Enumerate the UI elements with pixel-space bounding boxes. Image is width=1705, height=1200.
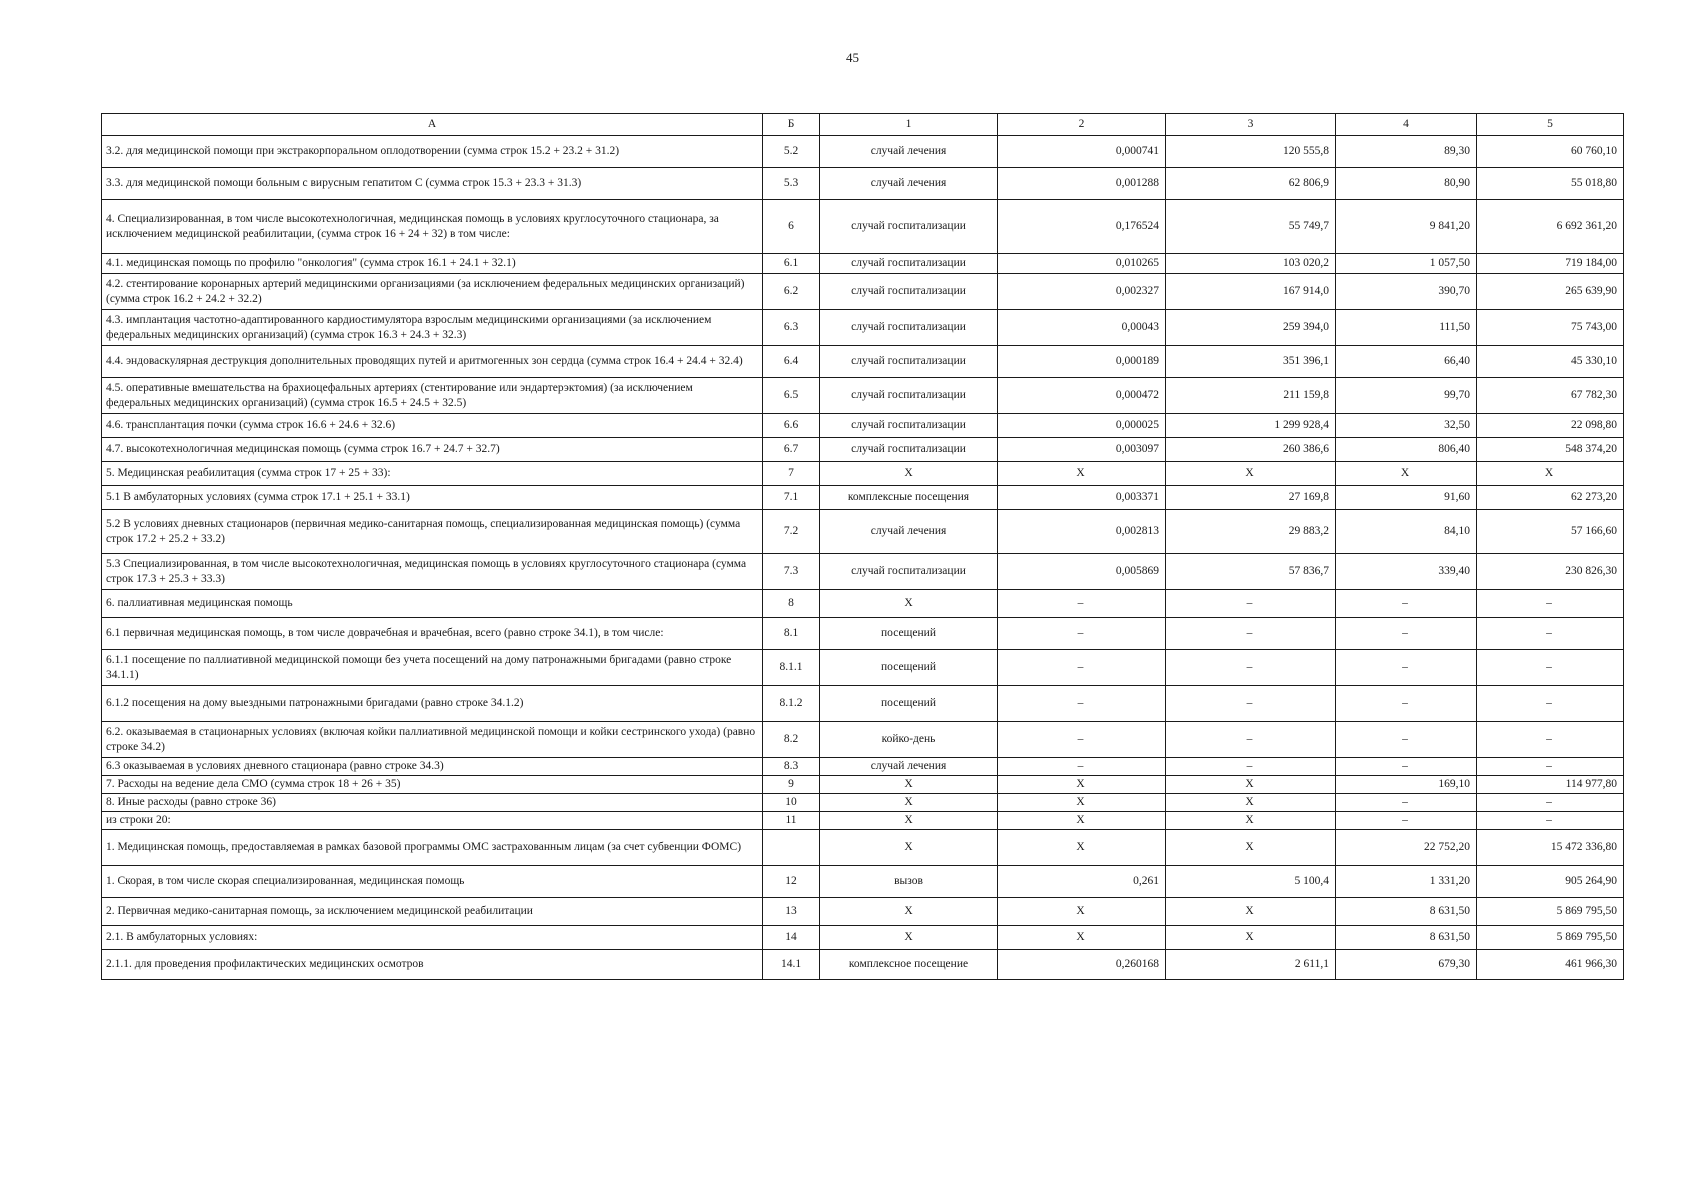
cell-unit: Х xyxy=(820,590,998,618)
cell-row-code: 14 xyxy=(763,926,820,950)
cell-cost: 211 159,8 xyxy=(1166,378,1336,414)
cell-name: 2. Первичная медико-санитарная помощь, за исключением медицинской реабилитации xyxy=(102,898,763,926)
cell-cost: 260 386,6 xyxy=(1166,438,1336,462)
cell-norm: – xyxy=(998,618,1166,650)
cell-name: 4.6. трансплантация почки (сумма строк 16.6 + 24.6 + 32.6) xyxy=(102,414,763,438)
cell-row-code: 7.2 xyxy=(763,510,820,554)
cell-cost: 2 611,1 xyxy=(1166,950,1336,980)
table-row xyxy=(102,274,1624,310)
cell-unit: Х xyxy=(820,812,998,830)
cell-cost: – xyxy=(1166,722,1336,758)
cell-cost: 5 100,4 xyxy=(1166,866,1336,898)
cell-cost: 55 749,7 xyxy=(1166,200,1336,254)
cell-norm: – xyxy=(998,686,1166,722)
cell-cost: 1 299 928,4 xyxy=(1166,414,1336,438)
cell-unit: случай лечения xyxy=(820,136,998,168)
cell-unit: случай госпитализации xyxy=(820,254,998,274)
cell-row-code: 12 xyxy=(763,866,820,898)
cell-per-capita: 89,30 xyxy=(1336,136,1477,168)
cell-total: 22 098,80 xyxy=(1477,414,1624,438)
cell-row-code: 6.1 xyxy=(763,254,820,274)
cell-cost: 62 806,9 xyxy=(1166,168,1336,200)
cell-total: 55 018,80 xyxy=(1477,168,1624,200)
cell-total: 57 166,60 xyxy=(1477,510,1624,554)
cell-name: 1. Скорая, в том числе скорая специализированная, медицинская помощь xyxy=(102,866,763,898)
cell-cost: 57 836,7 xyxy=(1166,554,1336,590)
cell-cost: Х xyxy=(1166,926,1336,950)
cell-unit: случай госпитализации xyxy=(820,346,998,378)
table-row xyxy=(102,414,1624,438)
cell-per-capita: 111,50 xyxy=(1336,310,1477,346)
cell-per-capita: 339,40 xyxy=(1336,554,1477,590)
cell-row-code: 8.1.1 xyxy=(763,650,820,686)
header-col-5: 5 xyxy=(1477,114,1624,136)
cell-unit: Х xyxy=(820,776,998,794)
cell-unit: случай лечения xyxy=(820,758,998,776)
cell-name: 5.3 Специализированная, в том числе высокотехнологичная, медицинская помощь в условиях круглосуточного стационара (сумма строк 17.3 + 25.3 + 33.3) xyxy=(102,554,763,590)
cell-name: 7. Расходы на ведение дела СМО (сумма строк 18 + 26 + 35) xyxy=(102,776,763,794)
cell-norm: Х xyxy=(998,812,1166,830)
table-row xyxy=(102,686,1624,722)
cell-unit: комплексные посещения xyxy=(820,486,998,510)
cell-row-code: 7.3 xyxy=(763,554,820,590)
cell-row-code: 10 xyxy=(763,794,820,812)
cell-norm: 0,000189 xyxy=(998,346,1166,378)
cell-unit: Х xyxy=(820,926,998,950)
tariff-table xyxy=(101,113,1624,980)
table-row xyxy=(102,794,1624,812)
cell-name: 6.1.1 посещение по паллиативной медицинской помощи без учета посещений на дому патронажными бригадами (равно строке 34.1.1) xyxy=(102,650,763,686)
table-row xyxy=(102,378,1624,414)
table-row xyxy=(102,200,1624,254)
cell-row-code: 13 xyxy=(763,898,820,926)
table-row xyxy=(102,510,1624,554)
cell-per-capita: – xyxy=(1336,590,1477,618)
cell-unit: случай лечения xyxy=(820,510,998,554)
cell-norm: Х xyxy=(998,898,1166,926)
cell-norm: 0,010265 xyxy=(998,254,1166,274)
cell-name: 6. паллиативная медицинская помощь xyxy=(102,590,763,618)
cell-row-code: 5.2 xyxy=(763,136,820,168)
cell-row-code: 5.3 xyxy=(763,168,820,200)
cell-per-capita: 1 331,20 xyxy=(1336,866,1477,898)
cell-per-capita: Х xyxy=(1336,462,1477,486)
cell-row-code: 6.5 xyxy=(763,378,820,414)
table-row xyxy=(102,310,1624,346)
cell-total: – xyxy=(1477,794,1624,812)
cell-per-capita: 1 057,50 xyxy=(1336,254,1477,274)
cell-total: 719 184,00 xyxy=(1477,254,1624,274)
cell-total: 548 374,20 xyxy=(1477,438,1624,462)
header-col-4: 4 xyxy=(1336,114,1477,136)
cell-per-capita: – xyxy=(1336,722,1477,758)
cell-norm: 0,261 xyxy=(998,866,1166,898)
cell-norm: 0,260168 xyxy=(998,950,1166,980)
cell-row-code: 8.3 xyxy=(763,758,820,776)
cell-norm: 0,002327 xyxy=(998,274,1166,310)
cell-per-capita: – xyxy=(1336,618,1477,650)
table-row xyxy=(102,136,1624,168)
table-row xyxy=(102,758,1624,776)
cell-row-code: 6 xyxy=(763,200,820,254)
cell-name: 2.1. В амбулаторных условиях: xyxy=(102,926,763,950)
cell-total: – xyxy=(1477,590,1624,618)
cell-per-capita: 32,50 xyxy=(1336,414,1477,438)
cell-unit: посещений xyxy=(820,650,998,686)
table-row xyxy=(102,554,1624,590)
cell-row-code: 9 xyxy=(763,776,820,794)
table-row xyxy=(102,950,1624,980)
cell-norm: 0,001288 xyxy=(998,168,1166,200)
cell-cost: Х xyxy=(1166,830,1336,866)
cell-total: Х xyxy=(1477,462,1624,486)
cell-cost: 103 020,2 xyxy=(1166,254,1336,274)
cell-name: из строки 20: xyxy=(102,812,763,830)
cell-row-code: 14.1 xyxy=(763,950,820,980)
cell-unit: посещений xyxy=(820,618,998,650)
cell-cost: Х xyxy=(1166,776,1336,794)
table-body xyxy=(102,136,1624,980)
cell-per-capita: 80,90 xyxy=(1336,168,1477,200)
cell-per-capita: – xyxy=(1336,686,1477,722)
cell-cost: 27 169,8 xyxy=(1166,486,1336,510)
cell-total: 230 826,30 xyxy=(1477,554,1624,590)
cell-name: 4.5. оперативные вмешательства на брахиоцефальных артериях (стентирование или эндартерэктомия) (за исключением федеральных медицинских организаций) (сумма строк 16.5 + 24.5 + 32.5) xyxy=(102,378,763,414)
header-row xyxy=(102,114,1624,136)
header-col-a: А xyxy=(102,114,763,136)
cell-norm: Х xyxy=(998,794,1166,812)
cell-per-capita: – xyxy=(1336,650,1477,686)
cell-unit: случай госпитализации xyxy=(820,554,998,590)
cell-unit: Х xyxy=(820,462,998,486)
cell-name: 4.4. эндоваскулярная деструкция дополнительных проводящих путей и аритмогенных зон сердца (сумма строк 16.4 + 24.4 + 32.4) xyxy=(102,346,763,378)
header-col-b: Б xyxy=(763,114,820,136)
cell-total: 265 639,90 xyxy=(1477,274,1624,310)
cell-total: – xyxy=(1477,722,1624,758)
cell-total: 6 692 361,20 xyxy=(1477,200,1624,254)
cell-name: 4.7. высокотехнологичная медицинская помощь (сумма строк 16.7 + 24.7 + 32.7) xyxy=(102,438,763,462)
cell-norm: 0,002813 xyxy=(998,510,1166,554)
cell-unit: случай госпитализации xyxy=(820,310,998,346)
cell-norm: 0,000472 xyxy=(998,378,1166,414)
cell-unit: Х xyxy=(820,794,998,812)
cell-name: 1. Медицинская помощь, предоставляемая в рамках базовой программы ОМС застрахованным лицам (за счет субвенции ФОМС) xyxy=(102,830,763,866)
table-row xyxy=(102,650,1624,686)
cell-name: 6.2. оказываемая в стационарных условиях (включая койки паллиативной медицинской помощи и койки сестринского ухода) (равно строке 34.2) xyxy=(102,722,763,758)
cell-unit: случай госпитализации xyxy=(820,378,998,414)
cell-total: 75 743,00 xyxy=(1477,310,1624,346)
table-row xyxy=(102,926,1624,950)
cell-name: 5.2 В условиях дневных стационаров (первичная медико-санитарная помощь, специализированная медицинская помощь) (сумма строк 17.2 + 25.2 + 33.2) xyxy=(102,510,763,554)
cell-total: 62 273,20 xyxy=(1477,486,1624,510)
cell-row-code: 8.1.2 xyxy=(763,686,820,722)
cell-total: 5 869 795,50 xyxy=(1477,926,1624,950)
header-col-3: 3 xyxy=(1166,114,1336,136)
cell-cost: Х xyxy=(1166,812,1336,830)
table-row xyxy=(102,618,1624,650)
cell-norm: – xyxy=(998,722,1166,758)
cell-total: 5 869 795,50 xyxy=(1477,898,1624,926)
cell-unit: случай госпитализации xyxy=(820,438,998,462)
cell-name: 6.1.2 посещения на дому выездными патронажными бригадами (равно строке 34.1.2) xyxy=(102,686,763,722)
table-row xyxy=(102,866,1624,898)
cell-total: 67 782,30 xyxy=(1477,378,1624,414)
cell-per-capita: 66,40 xyxy=(1336,346,1477,378)
cell-cost: – xyxy=(1166,590,1336,618)
cell-unit: случай госпитализации xyxy=(820,414,998,438)
cell-per-capita: 8 631,50 xyxy=(1336,898,1477,926)
cell-norm: Х xyxy=(998,830,1166,866)
cell-norm: Х xyxy=(998,462,1166,486)
cell-norm: 0,000741 xyxy=(998,136,1166,168)
cell-per-capita: 679,30 xyxy=(1336,950,1477,980)
table-row xyxy=(102,168,1624,200)
cell-norm: 0,005869 xyxy=(998,554,1166,590)
cell-total: – xyxy=(1477,812,1624,830)
cell-row-code: 11 xyxy=(763,812,820,830)
cell-total: – xyxy=(1477,618,1624,650)
cell-norm: 0,003097 xyxy=(998,438,1166,462)
table-row xyxy=(102,830,1624,866)
cell-row-code: 6.2 xyxy=(763,274,820,310)
cell-total: – xyxy=(1477,650,1624,686)
table-row xyxy=(102,590,1624,618)
table-row xyxy=(102,438,1624,462)
cell-name: 4.2. стентирование коронарных артерий медицинскими организациями (за исключением федеральных медицинских организаций) (сумма строк 16.2 + 24.2 + 32.2) xyxy=(102,274,763,310)
cell-name: 6.1 первичная медицинская помощь, в том числе доврачебная и врачебная, всего (равно строке 34.1), в том числе: xyxy=(102,618,763,650)
cell-cost: 29 883,2 xyxy=(1166,510,1336,554)
table-row xyxy=(102,254,1624,274)
cell-cost: – xyxy=(1166,650,1336,686)
cell-per-capita: 9 841,20 xyxy=(1336,200,1477,254)
cell-row-code: 6.7 xyxy=(763,438,820,462)
cell-cost: Х xyxy=(1166,898,1336,926)
cell-cost: – xyxy=(1166,618,1336,650)
cell-cost: 167 914,0 xyxy=(1166,274,1336,310)
cell-row-code: 7 xyxy=(763,462,820,486)
cell-cost: 351 396,1 xyxy=(1166,346,1336,378)
cell-row-code: 8 xyxy=(763,590,820,618)
cell-row-code: 6.4 xyxy=(763,346,820,378)
cell-total: 15 472 336,80 xyxy=(1477,830,1624,866)
cell-name: 5. Медицинская реабилитация (сумма строк 17 + 25 + 33): xyxy=(102,462,763,486)
header-col-1: 1 xyxy=(820,114,998,136)
page-number: 45 xyxy=(846,50,859,65)
cell-total: 461 966,30 xyxy=(1477,950,1624,980)
cell-norm: Х xyxy=(998,776,1166,794)
cell-norm: – xyxy=(998,758,1166,776)
cell-row-code: 6.6 xyxy=(763,414,820,438)
cell-total: 60 760,10 xyxy=(1477,136,1624,168)
cell-name: 4. Специализированная, в том числе высокотехнологичная, медицинская помощь в условиях круглосуточного стационара, за исключением медицинской реабилитации, (сумма строк 16 + 24 + 32) в том числе: xyxy=(102,200,763,254)
cell-per-capita: 806,40 xyxy=(1336,438,1477,462)
cell-cost: – xyxy=(1166,686,1336,722)
table-row xyxy=(102,776,1624,794)
cell-per-capita: – xyxy=(1336,794,1477,812)
cell-unit: Х xyxy=(820,898,998,926)
cell-cost: 259 394,0 xyxy=(1166,310,1336,346)
cell-per-capita: 91,60 xyxy=(1336,486,1477,510)
cell-row-code: 8.2 xyxy=(763,722,820,758)
cell-cost: – xyxy=(1166,758,1336,776)
cell-row-code: 6.3 xyxy=(763,310,820,346)
cell-total: – xyxy=(1477,758,1624,776)
cell-norm: 0,000025 xyxy=(998,414,1166,438)
header-col-2: 2 xyxy=(998,114,1166,136)
cell-name: 3.2. для медицинской помощи при экстракорпоральном оплодотворении (сумма строк 15.2 + 23.2 + 31.2) xyxy=(102,136,763,168)
cell-cost: Х xyxy=(1166,794,1336,812)
table-row xyxy=(102,812,1624,830)
cell-cost: Х xyxy=(1166,462,1336,486)
cell-name: 5.1 В амбулаторных условиях (сумма строк 17.1 + 25.1 + 33.1) xyxy=(102,486,763,510)
cell-unit: случай госпитализации xyxy=(820,200,998,254)
cell-name: 2.1.1. для проведения профилактических медицинских осмотров xyxy=(102,950,763,980)
cell-per-capita: 390,70 xyxy=(1336,274,1477,310)
cell-per-capita: 99,70 xyxy=(1336,378,1477,414)
cell-total: 905 264,90 xyxy=(1477,866,1624,898)
cell-name: 4.3. имплантация частотно-адаптированного кардиостимулятора взрослым медицинскими организациями (за исключением федеральных медицинских организаций) (сумма строк 16.3 + 24.3 + 32.3) xyxy=(102,310,763,346)
cell-total: 114 977,80 xyxy=(1477,776,1624,794)
cell-name: 4.1. медицинская помощь по профилю "онкология" (сумма строк 16.1 + 24.1 + 32.1) xyxy=(102,254,763,274)
cell-norm: – xyxy=(998,590,1166,618)
table-row xyxy=(102,898,1624,926)
cell-norm: 0,00043 xyxy=(998,310,1166,346)
cell-unit: случай лечения xyxy=(820,168,998,200)
cell-per-capita: – xyxy=(1336,758,1477,776)
cell-unit: койко-день xyxy=(820,722,998,758)
table-row xyxy=(102,346,1624,378)
cell-name: 8. Иные расходы (равно строке 36) xyxy=(102,794,763,812)
cell-total: 45 330,10 xyxy=(1477,346,1624,378)
cell-row-code: 7.1 xyxy=(763,486,820,510)
cell-norm: 0,003371 xyxy=(998,486,1166,510)
cell-cost: 120 555,8 xyxy=(1166,136,1336,168)
cell-unit: Х xyxy=(820,830,998,866)
cell-row-code xyxy=(763,830,820,866)
table-row xyxy=(102,722,1624,758)
cell-per-capita: 169,10 xyxy=(1336,776,1477,794)
cell-total: – xyxy=(1477,686,1624,722)
cell-row-code: 8.1 xyxy=(763,618,820,650)
table-row xyxy=(102,462,1624,486)
cell-unit: комплексное посещение xyxy=(820,950,998,980)
cell-norm: – xyxy=(998,650,1166,686)
cell-norm: 0,176524 xyxy=(998,200,1166,254)
cell-per-capita: – xyxy=(1336,812,1477,830)
cell-per-capita: 84,10 xyxy=(1336,510,1477,554)
cell-per-capita: 22 752,20 xyxy=(1336,830,1477,866)
table-row xyxy=(102,486,1624,510)
cell-per-capita: 8 631,50 xyxy=(1336,926,1477,950)
cell-name: 3.3. для медицинской помощи больным с вирусным гепатитом С (сумма строк 15.3 + 23.3 + 31.3) xyxy=(102,168,763,200)
cell-norm: Х xyxy=(998,926,1166,950)
cell-unit: случай госпитализации xyxy=(820,274,998,310)
cell-unit: посещений xyxy=(820,686,998,722)
cell-unit: вызов xyxy=(820,866,998,898)
cell-name: 6.3 оказываемая в условиях дневного стационара (равно строке 34.3) xyxy=(102,758,763,776)
